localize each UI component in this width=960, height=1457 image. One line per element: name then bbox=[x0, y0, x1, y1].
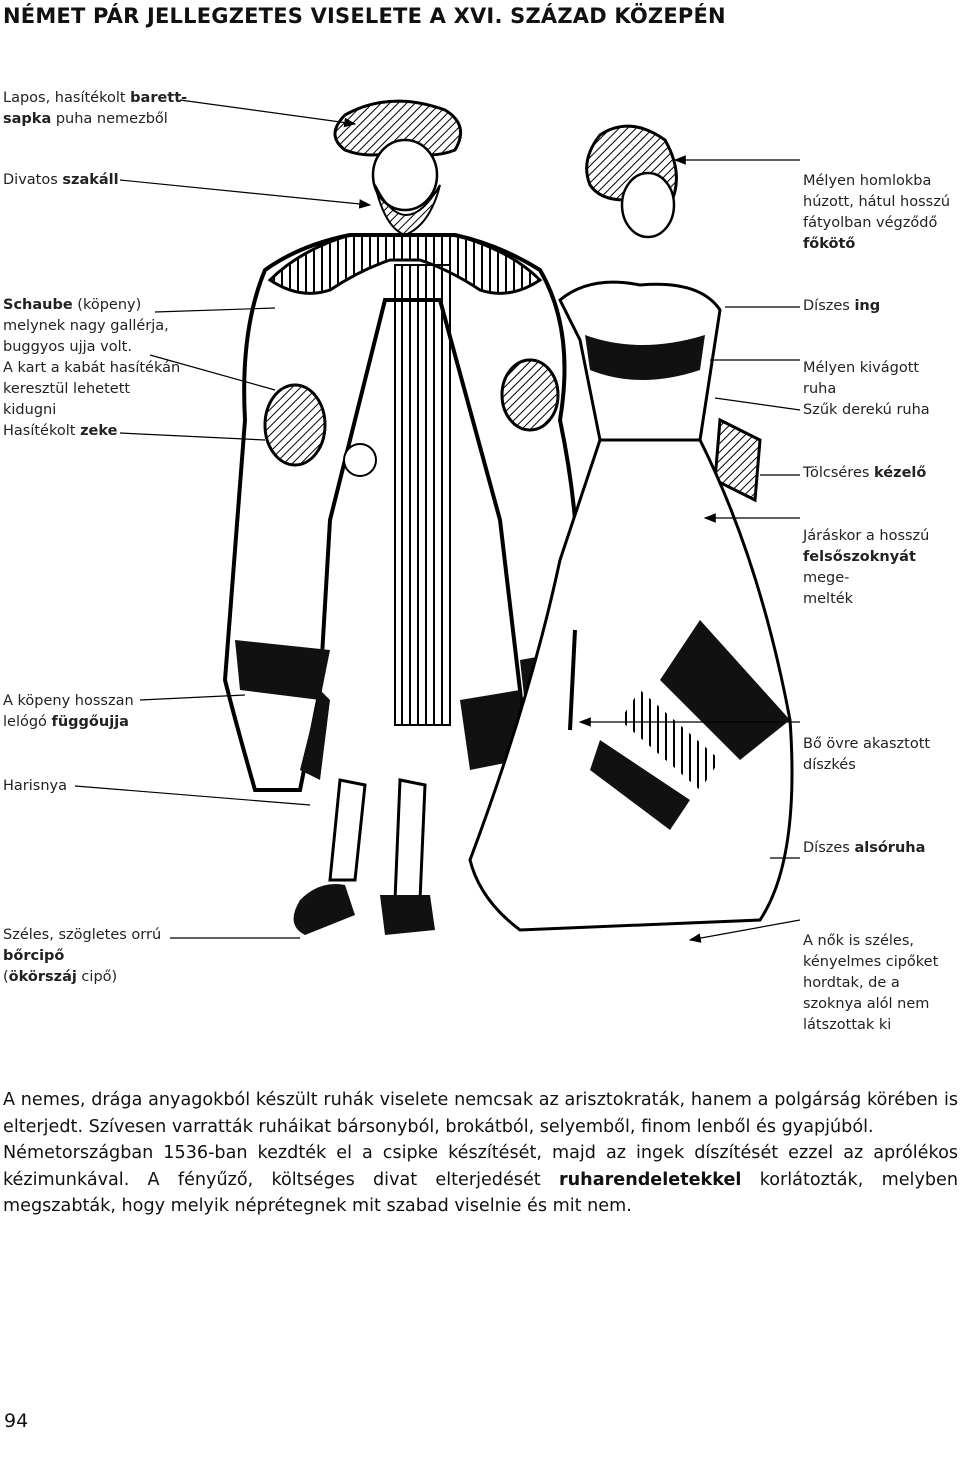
label-szakall: Divatos szakáll bbox=[3, 172, 119, 188]
label-kezelo: Tölcséres kézelő bbox=[803, 465, 927, 481]
label-ing: Díszes ing bbox=[803, 298, 881, 314]
label-alsoruha: Díszes alsóruha bbox=[803, 840, 926, 856]
label-barett: Lapos, hasítékolt barett- sapka puha nemezből bbox=[3, 90, 188, 127]
hose-legs bbox=[330, 780, 365, 880]
label-fuggoujja: A köpeny hosszan lelógó függőujja bbox=[3, 693, 134, 730]
label-borcipo: Széles, szögletes orrú bőrcipő (ökörszáj cipő) bbox=[3, 927, 162, 985]
label-diszkes: Bő övre akasztott díszkés bbox=[803, 736, 931, 773]
label-noi-cipo: A nők is széles, kényelmes cipőket hordtak, de a szoknya alól nem látszottak ki bbox=[803, 933, 939, 1033]
puffed-sleeve bbox=[265, 385, 325, 465]
body-text bbox=[3, 1087, 958, 1220]
label-fokoto: Mélyen homlokba húzott, hátul hosszú fátyolban végződő főkötő bbox=[803, 173, 951, 252]
ox-mouth-shoe bbox=[294, 884, 355, 935]
label-szuk-derek: Szűk derekú ruha bbox=[803, 402, 930, 418]
schaube-post: (köpeny) melynek nagy gallérja, buggyos ujja volt. A kart a kabát hasítékán keresztül lehetett kidugni bbox=[3, 297, 181, 418]
label-schaube: Schaube (köpeny) melynek nagy gallérja, buggyos ujja volt. A kart a kabát hasítékán keresztül lehetett kidugni bbox=[3, 297, 181, 418]
paragraph-1: A nemes, drága anyagokból készült ruhák viselete nemcsak az arisztokraták, hanem a polgárság körében is elterjedt. Szívesen varratták ruháikat bársonyból, brokátból, selyemből, finom lenből és gyapjúból. bbox=[3, 1090, 958, 1137]
label-kivagott-ruha: Mélyen kivágott ruha bbox=[803, 360, 920, 397]
label-felsoszoknya: Járáskor a hosszú felsőszoknyát mege- melték bbox=[803, 528, 930, 607]
paragraph-2: Németországban 1536-ban kezdték el a csipke készítését, majd az ingek díszítését ezzel az aprólékos kézimunkával. A fényűző, költséges divat elterjedését ruharendeletekkel korlátozták, melyben megszabták, hogy melyik néprétegnek mit szabad viselnie és mit nem. bbox=[3, 1143, 958, 1216]
page-number: 94 bbox=[4, 1410, 29, 1432]
label-zeke: Hasítékolt zeke bbox=[3, 423, 118, 439]
page-title: NÉMET PÁR JELLEGZETES VISELETE A XVI. SZÁZAD KÖZEPÉN bbox=[3, 4, 726, 28]
barett-bold: barett- sapka bbox=[3, 90, 188, 127]
label-harisnya: Harisnya bbox=[3, 778, 67, 794]
